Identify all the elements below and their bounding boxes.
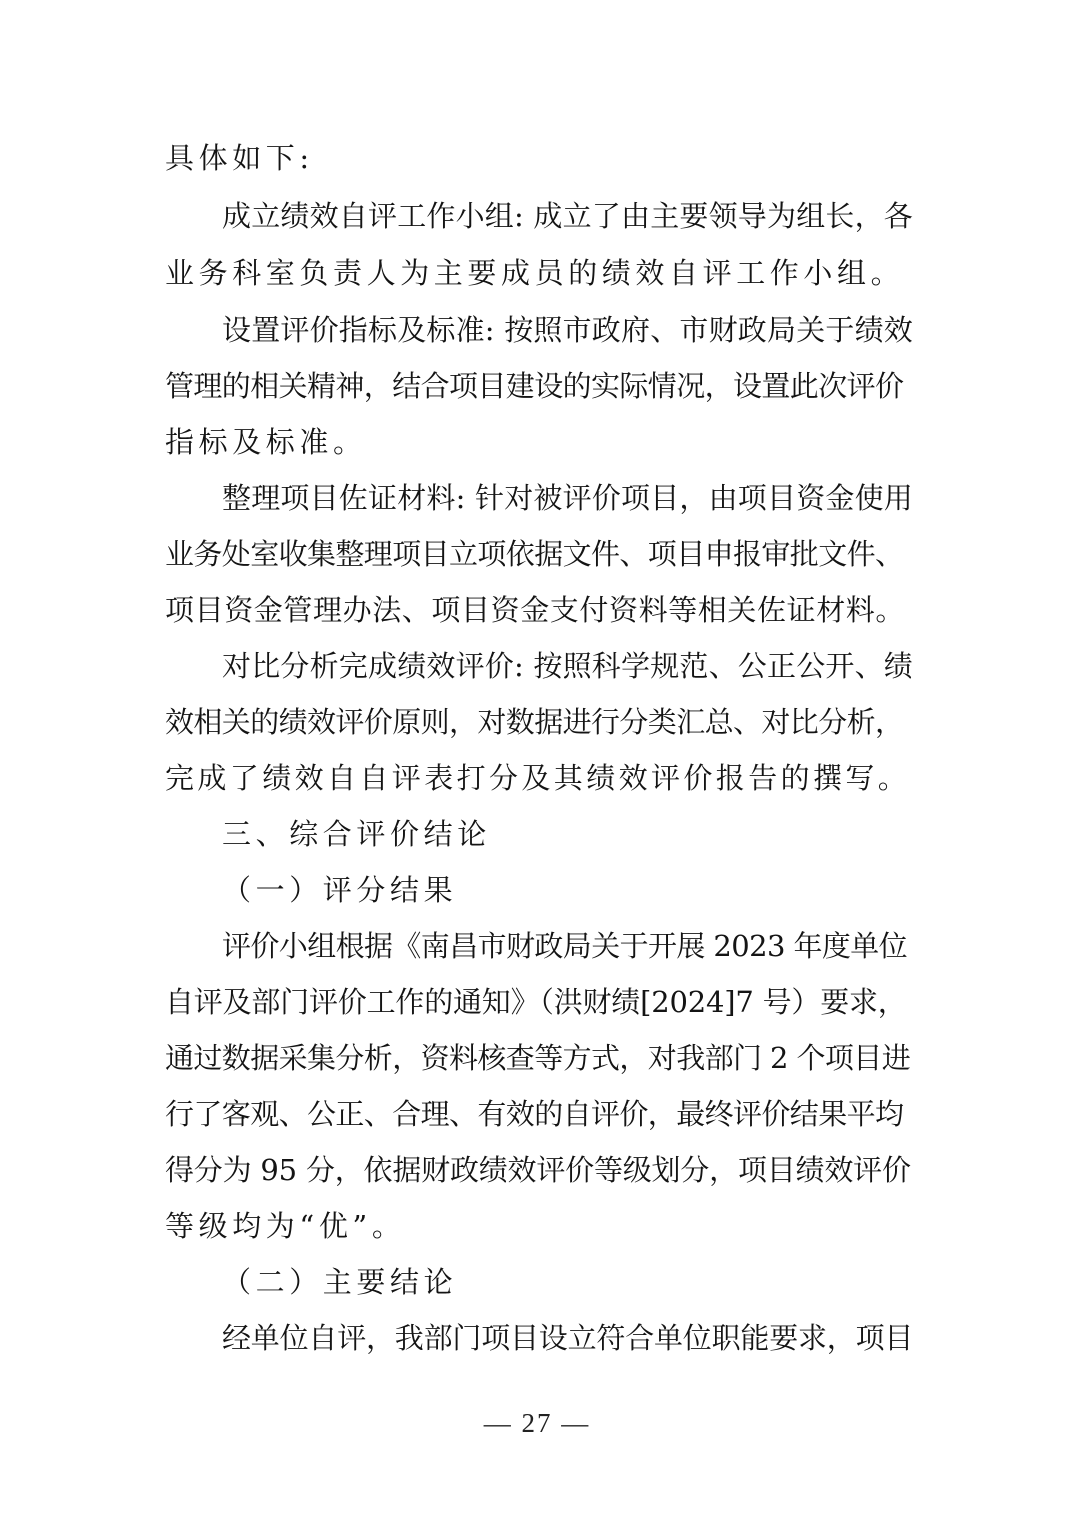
section-heading: 三、综合评价结论 (222, 817, 491, 851)
text-line: 自评及部门评价工作的通知》（洪财绩[2024]7 号）要求， (165, 985, 907, 1019)
text-line: 效相关的绩效评价原则，对数据进行分类汇总、对比分析， (165, 705, 904, 739)
text-line: 项目资金管理办法、项目资金支付资料等相关佐证材料。 (165, 593, 906, 627)
text-line: 得分为 95 分，依据财政绩效评价等级划分，项目绩效评价 (165, 1153, 911, 1187)
text-line: 具体如下: (165, 141, 314, 175)
paragraph-line: 成立绩效自评工作小组: 成立了由主要领导为组长，各 (222, 199, 913, 233)
paragraph-line: 经单位自评，我部门项目设立符合单位职能要求，项目 (222, 1321, 914, 1355)
page-number: — 27 — (483, 1408, 591, 1438)
text-line: 完成了绩效自自评表打分及其绩效评价报告的撰写。 (165, 761, 911, 795)
text-line: 指标及标准。 (165, 425, 367, 459)
text-line: 等级均为“优”。 (165, 1209, 406, 1243)
paragraph-line: 评价小组根据《南昌市财政局关于开展 2023 年度单位 (222, 929, 908, 963)
paragraph-line: 整理项目佐证材料: 针对被评价项目，由项目资金使用 (222, 481, 913, 515)
text-line: 通过数据采集分析，资料核查等方式，对我部门 2 个项目进 (165, 1041, 911, 1075)
paragraph-line: 对比分析完成绩效评价: 按照科学规范、公正公开、绩 (222, 649, 913, 683)
text-line: 行了客观、公正、合理、有效的自评价，最终评价结果平均 (165, 1097, 904, 1131)
subsection-heading: （二）主要结论 (222, 1265, 458, 1299)
paragraph-line: 设置评价指标及标准: 按照市政府、市财政局关于绩效 (222, 313, 913, 347)
text-line: 业务处室收集整理项目立项依据文件、项目申报审批文件、 (165, 537, 904, 571)
text-line: 业务科室负责人为主要成员的绩效自评工作小组。 (165, 256, 905, 290)
text-line: 管理的相关精神，结合项目建设的实际情况，设置此次评价 (165, 369, 904, 403)
subsection-heading: （一）评分结果 (222, 873, 458, 907)
